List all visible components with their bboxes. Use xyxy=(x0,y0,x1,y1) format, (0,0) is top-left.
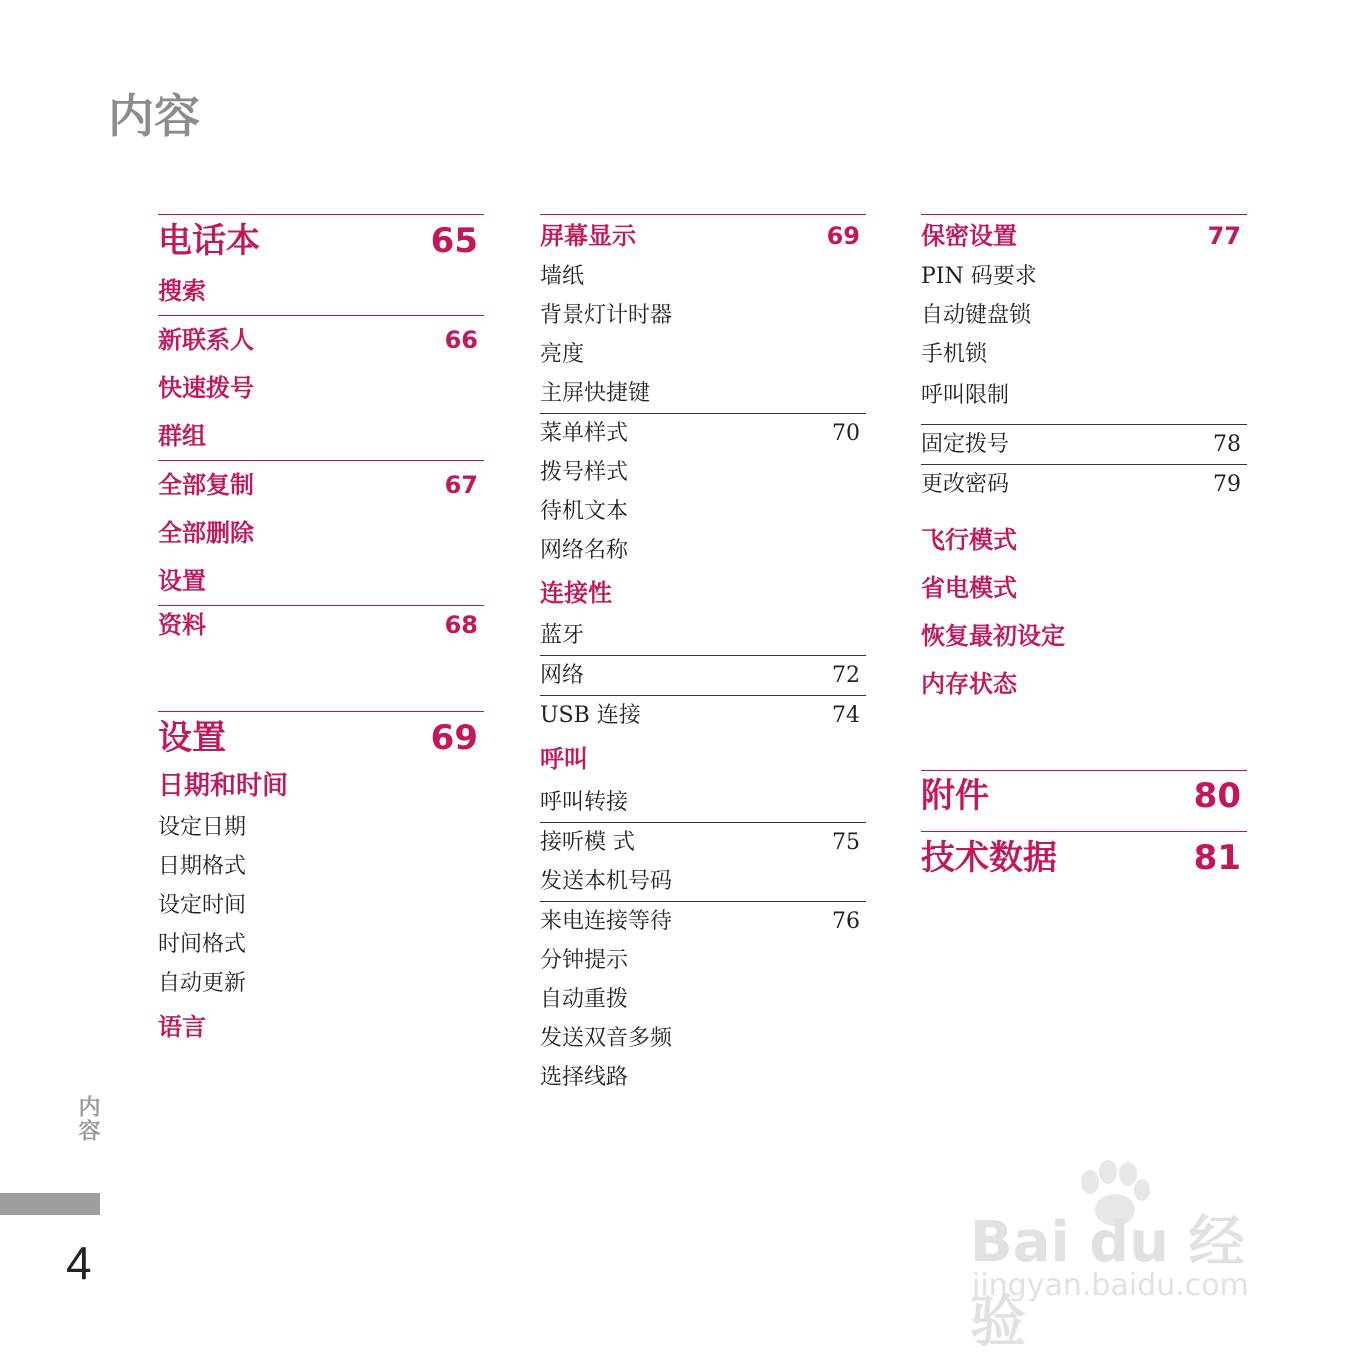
toc-label: 待机文本 xyxy=(540,499,629,524)
toc-entry[interactable] xyxy=(540,656,866,695)
toc-section-display xyxy=(540,214,866,413)
toc-section xyxy=(158,460,484,605)
toc-entry[interactable] xyxy=(540,696,866,735)
page-number: 4 xyxy=(66,1237,92,1289)
toc-entry[interactable] xyxy=(540,492,866,531)
toc-section xyxy=(158,605,484,654)
toc-entry[interactable] xyxy=(921,516,1247,564)
toc-entry[interactable] xyxy=(158,712,484,764)
toc-entry[interactable] xyxy=(158,215,484,267)
toc-label: 手机锁 xyxy=(921,342,988,367)
toc-section xyxy=(921,464,1247,708)
toc-label: 自动重拨 xyxy=(540,987,629,1012)
toc-page-number: 81 xyxy=(1193,838,1241,878)
toc-label: 蓝牙 xyxy=(540,623,585,648)
toc-label: 日期格式 xyxy=(158,854,247,879)
toc-label: 日期和时间 xyxy=(158,771,289,801)
toc-section xyxy=(540,695,866,822)
toc-page-number: 70 xyxy=(832,421,860,446)
toc-entry[interactable] xyxy=(540,616,866,655)
toc-entry[interactable] xyxy=(921,215,1247,257)
toc-entry[interactable] xyxy=(540,215,866,257)
toc-entry[interactable] xyxy=(158,764,484,808)
toc-section xyxy=(540,901,866,1097)
toc-entry[interactable] xyxy=(540,902,866,941)
toc-entry[interactable] xyxy=(540,862,866,901)
toc-page-number: 72 xyxy=(832,663,860,688)
toc-entry[interactable] xyxy=(158,925,484,964)
toc-label: 呼叫限制 xyxy=(921,383,1010,408)
toc-section xyxy=(540,655,866,695)
toc-entry[interactable] xyxy=(158,267,484,315)
toc-entry[interactable] xyxy=(540,374,866,413)
toc-entry[interactable] xyxy=(921,374,1247,424)
toc-entry[interactable] xyxy=(921,660,1247,708)
toc-entry[interactable] xyxy=(158,557,484,605)
toc-label: 屏幕显示 xyxy=(540,222,636,250)
toc-label: 恢复最初设定 xyxy=(921,622,1065,650)
toc-entry[interactable] xyxy=(158,316,484,364)
toc-label: 快速拨号 xyxy=(158,374,254,402)
toc-label: 全部复制 xyxy=(158,471,254,499)
toc-entry[interactable] xyxy=(158,886,484,925)
toc-entry[interactable] xyxy=(540,980,866,1019)
toc-entry[interactable] xyxy=(921,771,1247,831)
watermark-logo-text: Bai du 经验 xyxy=(970,1210,1245,1355)
toc-page-number: 76 xyxy=(832,909,860,934)
toc-page-number: 65 xyxy=(430,221,478,261)
toc-page-number: 68 xyxy=(444,611,478,639)
toc-page-number: 77 xyxy=(1207,222,1241,250)
toc-entry[interactable] xyxy=(540,823,866,862)
toc-entry[interactable] xyxy=(921,335,1247,374)
toc-entry[interactable] xyxy=(158,606,484,654)
toc-label: 自动更新 xyxy=(158,971,247,996)
toc-label: 来电连接等待 xyxy=(540,909,673,934)
toc-label: 新联系人 xyxy=(158,326,254,354)
toc-label: 背景灯计时器 xyxy=(540,303,673,328)
toc-entry[interactable] xyxy=(158,1003,484,1051)
toc-entry[interactable] xyxy=(540,296,866,335)
toc-page-number: 74 xyxy=(832,703,860,728)
toc-label: 内存状态 xyxy=(921,670,1017,698)
toc-heading: 附件 xyxy=(921,776,989,816)
toc-entry[interactable] xyxy=(921,612,1247,660)
toc-label: 呼叫转接 xyxy=(540,790,629,815)
toc-heading: 技术数据 xyxy=(921,838,1057,878)
toc-label: 发送双音多频 xyxy=(540,1026,673,1051)
toc-label: 时间格式 xyxy=(158,932,247,957)
toc-label: 省电模式 xyxy=(921,574,1017,602)
side-tab-bar xyxy=(0,1193,100,1215)
toc-label: 主屏快捷键 xyxy=(540,381,651,406)
toc-entry[interactable] xyxy=(540,453,866,492)
toc-entry[interactable] xyxy=(158,964,484,1003)
toc-label: 设置 xyxy=(158,567,206,595)
toc-entry[interactable] xyxy=(540,257,866,296)
toc-page-number: 80 xyxy=(1193,776,1241,816)
toc-entry[interactable] xyxy=(158,461,484,509)
toc-section xyxy=(540,822,866,901)
toc-label: 语言 xyxy=(158,1013,206,1041)
toc-label: 飞行模式 xyxy=(921,526,1017,554)
toc-entry[interactable] xyxy=(158,509,484,557)
toc-entry[interactable] xyxy=(158,412,484,460)
toc-section-security xyxy=(921,214,1247,424)
toc-label: 保密设置 xyxy=(921,222,1017,250)
toc-label: 亮度 xyxy=(540,342,585,367)
toc-entry[interactable] xyxy=(540,735,866,783)
toc-section xyxy=(158,315,484,460)
toc-label: 搜索 xyxy=(158,277,206,305)
toc-entry[interactable] xyxy=(921,465,1247,504)
toc-page-number: 69 xyxy=(430,718,478,758)
toc-entry[interactable] xyxy=(540,941,866,980)
toc-label: 网络 xyxy=(540,663,585,688)
toc-page-number: 78 xyxy=(1213,432,1241,457)
toc-label: 更改密码 xyxy=(921,472,1010,497)
toc-label: 发送本机号码 xyxy=(540,869,673,894)
toc-label: 设定时间 xyxy=(158,893,247,918)
toc-page-number: 79 xyxy=(1213,472,1241,497)
side-tab-label: 内容 xyxy=(75,1095,100,1143)
page-title: 内容 xyxy=(108,89,200,143)
toc-section xyxy=(540,413,866,655)
watermark-url: jingyan.baidu.com xyxy=(972,1268,1249,1303)
toc-page-number: 66 xyxy=(444,326,478,354)
toc-entry[interactable] xyxy=(921,564,1247,612)
toc-entry[interactable] xyxy=(158,364,484,412)
toc-label: USB 连接 xyxy=(540,703,641,728)
toc-label: 连接性 xyxy=(540,579,612,607)
toc-column-2 xyxy=(540,214,866,1097)
toc-section-phonebook xyxy=(158,214,484,315)
toc-section xyxy=(921,424,1247,464)
toc-entry[interactable] xyxy=(921,832,1247,884)
toc-label: 固定拨号 xyxy=(921,432,1010,457)
toc-label: 接听模 式 xyxy=(540,830,635,855)
toc-section-accessories xyxy=(921,770,1247,831)
toc-label: PIN 码要求 xyxy=(921,264,1037,289)
toc-label: 网络名称 xyxy=(540,538,629,563)
toc-entry[interactable] xyxy=(540,1058,866,1097)
toc-label: 拨号样式 xyxy=(540,460,629,485)
toc-label: 自动键盘锁 xyxy=(921,303,1032,328)
toc-section-settings xyxy=(158,711,484,1051)
toc-entry[interactable] xyxy=(921,296,1247,335)
toc-label: 墙纸 xyxy=(540,264,585,289)
toc-page-number: 69 xyxy=(826,222,860,250)
toc-heading: 电话本 xyxy=(158,221,260,261)
toc-label: 分钟提示 xyxy=(540,948,629,973)
toc-label: 群组 xyxy=(158,422,206,450)
toc-entry[interactable] xyxy=(158,847,484,886)
toc-entry[interactable] xyxy=(540,783,866,822)
toc-page-number: 67 xyxy=(444,471,478,499)
toc-entry[interactable] xyxy=(540,335,866,374)
toc-label: 菜单样式 xyxy=(540,421,629,446)
toc-column-1 xyxy=(158,214,484,1051)
toc-entry[interactable] xyxy=(921,257,1247,296)
baidu-watermark xyxy=(960,1160,1290,1355)
toc-label: 呼叫 xyxy=(540,745,588,773)
toc-column-3 xyxy=(921,214,1247,884)
toc-entry[interactable] xyxy=(158,808,484,847)
toc-entry[interactable] xyxy=(540,414,866,453)
toc-heading: 设置 xyxy=(158,718,226,758)
toc-label: 设定日期 xyxy=(158,815,247,840)
toc-section-specs xyxy=(921,831,1247,884)
toc-label: 全部删除 xyxy=(158,519,254,547)
toc-entry[interactable] xyxy=(540,531,866,570)
toc-entry[interactable] xyxy=(921,425,1247,464)
toc-label: 选择线路 xyxy=(540,1065,629,1090)
toc-entry[interactable] xyxy=(540,1019,866,1058)
toc-label: 资料 xyxy=(158,611,206,639)
toc-entry[interactable] xyxy=(540,570,866,616)
toc-page-number: 75 xyxy=(832,830,860,855)
